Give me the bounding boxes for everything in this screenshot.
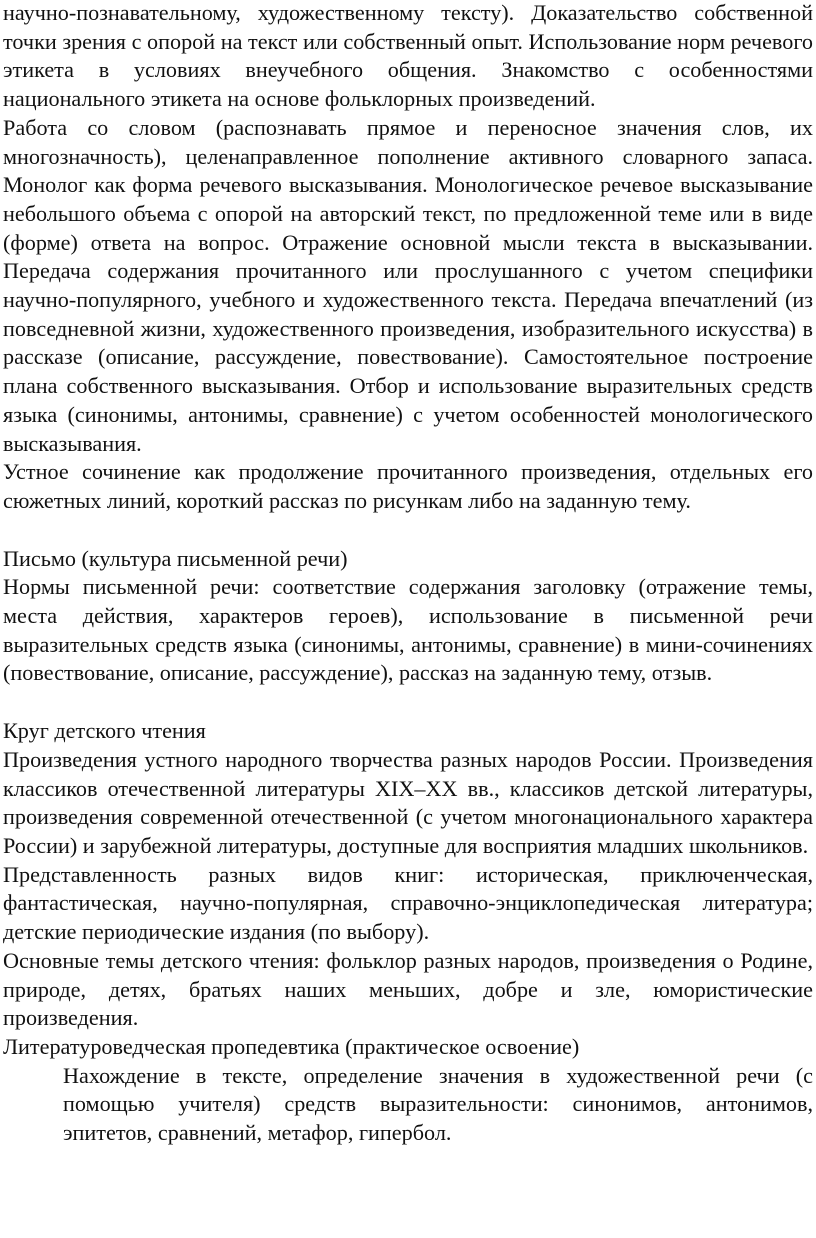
paragraph-oral-composition: Устное сочинение как продолжение прочитанного произведения, отдельных его сюжетных линий, короткий рассказ по рисункам либо на заданную тему. — [3, 459, 813, 513]
paragraph-works-of-folk-art: Произведения устного народного творчества разных народов России. Произведения классиков отечественной литературы XIX–XX вв., классиков детской литературы, произведения современной отечественной (с учетом многонационального характера России) и зарубежной литературы, доступные для восприятия младших школьников. — [3, 746, 813, 858]
paragraph-types-of-books: Представленность разных видов книг: историческая, приключенческая, фантастическая, научно-популярная, справочно-энциклопедическая литература; детские периодические издания (по выбору). — [3, 861, 813, 945]
paragraph-speech-etiquette: научно-познавательному, художественному тексту). Доказательство собственной точки зрения с опорой на текст или собственный опыт. Использование норм речевого этикета в условиях внеучебного общения. Знакомство с особенностями национального этикета на основе фольклорных произведений. — [3, 0, 813, 112]
document-page — [3, 0, 813, 1148]
paragraph-writing-norms: Нормы письменной речи: соответствие содержания заголовку (отражение темы, места действия, характеров героев), использование в письменной речи выразительных средств языка (синонимы, антонимы, сравнение) в мини-сочинениях (повествование, описание, рассуждение), рассказ на заданную тему, отзыв. — [3, 574, 813, 686]
section-heading-writing: Письмо (культура письменной речи) — [3, 545, 348, 571]
paragraph-work-with-words: Работа со словом (распознавать прямое и переносное значения слов, их многозначность), целенаправленное пополнение активного словарного запаса. Монолог как форма речевого высказывания. Монологическое речевое высказывание небольшого объема с опорой на авторский текст, по предложенной теме или в виде (форме) ответа на вопрос. Отражение основной мысли текста в высказывании. Передача содержания прочитанного или прослушанного с учетом специфики научно-популярного, учебного и художественного текста. Передача впечатлений (из повседневной жизни, художественного произведения, изобразительного искусства) в рассказе (описание, рассуждение, повествование). Самостоятельное построение плана собственного высказывания. Отбор и использование выразительных средств языка (синонимы, антонимы, сравнение) с учетом особенностей монологического высказывания. — [3, 114, 813, 456]
paragraph-expressive-means: Нахождение в тексте, определение значения в художественной речи (с помощью учителя) средств выразительности: синонимов, антонимов, эпитетов, сравнений, метафор, гипербол. — [63, 1062, 813, 1146]
section-heading-reading-circle: Круг детского чтения — [3, 718, 206, 744]
paragraph-reading-themes: Основные темы детского чтения: фольклор разных народов, произведения о Родине, природе, детях, братьях наших меньших, добре и зле, юмористические произведения. — [3, 947, 813, 1031]
section-heading-literary-propaedeutics: Литературоведческая пропедевтика (практическое освоение) — [3, 1033, 580, 1059]
